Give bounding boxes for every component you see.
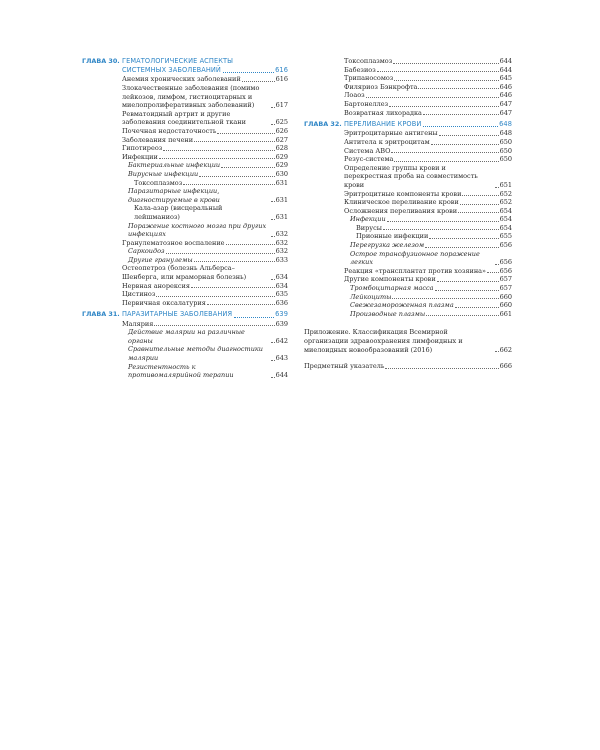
toc-entry[interactable]	[344, 310, 512, 319]
toc-entry-page: 662	[499, 345, 512, 354]
leader-dots	[385, 368, 498, 369]
toc-entry[interactable]	[122, 153, 288, 162]
leader-dots	[439, 135, 499, 136]
toc-entry-title: Гранулематозное воспаление	[122, 238, 225, 247]
toc-entry-title: Кала-азар (висцеральный лейшманиоз)	[134, 204, 223, 221]
toc-entry[interactable]	[122, 179, 288, 188]
leader-dots	[437, 281, 499, 282]
toc-entry-page: 626	[275, 126, 288, 135]
leader-dots	[391, 152, 498, 153]
toc-entry[interactable]	[122, 363, 288, 380]
toc-entry-title: Другие гранулемы	[128, 255, 193, 264]
toc-entry-title: Прионные инфекции	[356, 232, 429, 241]
toc-entry-title: Филяриоз Бэнкрофта	[344, 82, 418, 91]
toc-entry-page: 629	[275, 161, 288, 170]
toc-entry[interactable]	[344, 91, 512, 100]
leader-dots	[389, 106, 498, 107]
leader-dots	[156, 296, 274, 297]
toc-entry-title: Предметный указатель	[304, 362, 385, 371]
chapter-30-title-line1[interactable]: ГЕМАТОЛОГИЧЕСКИЕ АСПЕКТЫ	[122, 57, 234, 65]
leader-dots	[271, 279, 275, 280]
toc-entry[interactable]	[122, 328, 288, 345]
toc-entry[interactable]	[344, 267, 512, 276]
chapter-30-heading	[82, 57, 288, 307]
toc-entry-page: 652	[499, 189, 512, 198]
toc-entry-page: 656	[499, 266, 512, 275]
toc-entry[interactable]	[122, 290, 288, 299]
toc-entry[interactable]	[344, 190, 512, 199]
chapter-30-page: 616	[275, 66, 288, 75]
toc-entry-title: Система АВО	[344, 146, 391, 155]
toc-entry-page: 639	[275, 319, 288, 328]
toc-entry-title: Эритроцитные компоненты крови	[344, 189, 462, 198]
toc-entry[interactable]	[344, 164, 512, 190]
leader-dots	[387, 221, 499, 222]
chapter-31-continued-entries	[304, 57, 512, 117]
toc-entry-page: 646	[499, 91, 512, 100]
leader-dots	[226, 244, 275, 245]
toc-entry-page: 631	[275, 195, 288, 204]
toc-entry[interactable]	[122, 247, 288, 256]
leader-dots	[271, 377, 275, 378]
toc-entry-page: 647	[499, 108, 512, 117]
toc-entry[interactable]	[122, 187, 288, 204]
toc-entry-page: 655	[499, 232, 512, 241]
toc-entry-title: Первичная оксалатурия	[122, 298, 206, 307]
chapter-32-page: 648	[499, 120, 512, 129]
toc-entry-page: 643	[275, 354, 288, 363]
toc-entry[interactable]	[344, 129, 512, 138]
toc-entry[interactable]	[122, 222, 288, 239]
toc-entry-page: 644	[275, 371, 288, 380]
chapter-31-entries	[122, 320, 288, 380]
toc-entry-title: Тромбоцитарная масса	[350, 284, 434, 293]
toc-entry[interactable]	[304, 328, 512, 354]
toc-entry-page: 656	[499, 241, 512, 250]
toc-entry-title: Нервная анорексия	[122, 281, 190, 290]
toc-entry-title: Саркоидоз	[128, 247, 165, 256]
leader-dots	[435, 290, 499, 291]
toc-entry-page: 631	[275, 212, 288, 221]
toc-entry[interactable]	[344, 301, 512, 310]
leader-dots	[154, 325, 274, 326]
toc-entry[interactable]	[122, 127, 288, 136]
chapter-32-title[interactable]: ПЕРЕЛИВАНИЕ КРОВИ	[344, 120, 422, 129]
leader-dots	[217, 133, 274, 134]
toc-entry-title: Реакция «трансплантат против хозяина»	[344, 266, 487, 275]
toc-entry-title: Антитела к эритроцитам	[344, 137, 430, 146]
toc-entry-title: Приложение. Классификация Всемирной организации здравоохранения лимфоидных и миелоидных новообразований (2016)	[304, 328, 463, 354]
toc-entry-page: 650	[499, 137, 512, 146]
toc-entry[interactable]	[344, 138, 512, 147]
toc-entry[interactable]	[344, 241, 512, 250]
leader-dots	[271, 360, 275, 361]
toc-entry[interactable]	[344, 57, 512, 66]
leader-dots	[377, 71, 499, 72]
chapter-32-heading	[304, 120, 512, 318]
toc-entry[interactable]	[122, 136, 288, 145]
toc-entry-page: 625	[275, 118, 288, 127]
toc-entry-page: 644	[499, 57, 512, 65]
leader-dots	[495, 187, 499, 188]
toc-entry-title: Остеопетроз (болезнь Альберса–Шенберга, или мраморная болезнь)	[122, 264, 247, 282]
leader-dots	[458, 212, 498, 213]
toc-entry-title: Токсоплазмоз	[134, 178, 183, 187]
appendix-entry	[304, 328, 512, 354]
chapter-31-page: 639	[275, 310, 288, 319]
toc-entry-page: 627	[275, 135, 288, 144]
toc-entry-page: 617	[275, 101, 288, 110]
toc-entry[interactable]	[344, 232, 512, 241]
toc-entry[interactable]	[122, 264, 288, 281]
toc-entry-page: 642	[275, 336, 288, 345]
leader-dots	[271, 124, 275, 125]
leader-dots	[221, 167, 274, 168]
toc-entry-page: 635	[275, 290, 288, 299]
leader-dots	[271, 219, 275, 220]
toc-entry[interactable]	[122, 161, 288, 170]
toc-entry-page: 646	[499, 82, 512, 91]
toc-entry-title: Сравнительные методы диагностики малярии	[128, 345, 263, 363]
toc-entry-title: Анемия хронических заболеваний	[122, 75, 241, 84]
toc-entry[interactable]	[344, 109, 512, 118]
toc-entry-title: Поражение костного мозга при других инфекциях	[128, 221, 267, 239]
leader-dots	[271, 107, 275, 108]
toc-entry-page: 654	[499, 206, 512, 215]
toc-entry-page: 644	[499, 65, 512, 74]
toc-entry-title: Острое трансфузионное поражение легких	[350, 249, 480, 267]
toc-entry-title: Заболевания печени	[122, 135, 194, 144]
leader-dots	[194, 261, 275, 262]
toc-entry-page: 654	[499, 215, 512, 224]
toc-entry[interactable]	[344, 83, 512, 92]
toc-entry[interactable]	[122, 144, 288, 153]
toc-entry-title: Вирусные инфекции	[128, 169, 199, 178]
toc-entry[interactable]	[122, 75, 288, 84]
toc-entry-title: Свежезамороженная плазма	[350, 301, 454, 310]
toc-entry[interactable]	[122, 320, 288, 329]
toc-entry-title: Трипаносомоз	[344, 74, 394, 83]
toc-entry[interactable]	[344, 147, 512, 156]
toc-entry-title: Осложнения переливания крови	[344, 206, 458, 215]
toc-entry-page: 630	[275, 169, 288, 178]
leader-dots	[425, 247, 498, 248]
toc-entry-page: 648	[499, 129, 512, 138]
toc-entry-page: 628	[275, 144, 288, 153]
leader-dots	[207, 304, 275, 305]
toc-entry[interactable]	[344, 275, 512, 284]
toc-entry-page: 650	[499, 155, 512, 164]
toc-entry-title: Возвратная лихорадка	[344, 108, 422, 117]
toc-entry-title: Бартонеллез	[344, 99, 389, 108]
toc-entry-page: 656	[499, 258, 512, 267]
leader-dots	[271, 236, 275, 237]
toc-entry-page: 629	[275, 152, 288, 161]
toc-entry-title: Лейкоциты	[350, 292, 392, 301]
toc-entry-page: 631	[275, 178, 288, 187]
toc-entry-page: 650	[499, 146, 512, 155]
leader-dots	[423, 114, 499, 115]
leader-dots	[383, 229, 499, 230]
leader-dots	[455, 307, 499, 308]
toc-entry-title: Цистиноз	[122, 290, 156, 299]
leader-dots	[426, 315, 498, 316]
leader-dots	[392, 298, 498, 299]
toc-entry[interactable]	[122, 256, 288, 265]
toc-entry-page: 654	[499, 223, 512, 232]
toc-entry-page: 634	[275, 281, 288, 290]
leader-dots	[431, 144, 499, 145]
toc-entry-page: 652	[499, 198, 512, 207]
toc-entry-title: Резистентность к противомалярийной терапии	[128, 362, 234, 380]
leader-dots	[462, 195, 498, 196]
toc-entry[interactable]	[304, 362, 512, 371]
toc-entry[interactable]	[344, 224, 512, 233]
toc-entry-title: Лоаоз	[344, 91, 365, 100]
leader-dots	[199, 176, 274, 177]
leader-dots	[191, 287, 275, 288]
toc-entry[interactable]	[344, 284, 512, 293]
toc-entry-title: Инфекции	[122, 152, 158, 161]
toc-entry-title: Почечная недостаточность	[122, 126, 217, 135]
toc-entry-title: Бабезиоз	[344, 65, 376, 74]
toc-entry[interactable]	[122, 282, 288, 291]
toc-entry[interactable]	[344, 155, 512, 164]
toc-entry-title: Клиническое переливание крови	[344, 198, 459, 207]
toc-entry-page: 657	[499, 275, 512, 284]
toc-entry-page: 636	[275, 298, 288, 307]
toc-entry-title: Гипотиреоз	[122, 144, 163, 153]
toc-entry-page: 661	[499, 309, 512, 318]
leader-dots	[163, 150, 274, 151]
leader-dots	[271, 342, 275, 343]
chapter-31-label: ГЛАВА 31.	[82, 310, 120, 319]
toc-entry-title: Определение группы крови и перекрестная проба на совместимость крови	[344, 163, 478, 189]
toc-entry[interactable]	[344, 198, 512, 207]
toc-entry-title: Резус-система	[344, 155, 394, 164]
toc-entry-page: 633	[275, 255, 288, 264]
toc-entry-title: Действие малярии на различные органы	[128, 328, 245, 345]
toc-entry-page: 616	[275, 75, 288, 84]
leader-dots	[159, 158, 275, 159]
toc-entry[interactable]	[344, 207, 512, 216]
toc-entry[interactable]	[122, 204, 288, 221]
chapter-32-label: ГЛАВА 32.	[304, 120, 342, 129]
toc-entry[interactable]	[344, 250, 512, 267]
chapter-32-entries	[344, 129, 512, 318]
leader-dots	[366, 97, 499, 98]
toc-entry-title: Ревматоидный артрит и другие заболевания соединительной ткани	[122, 109, 246, 127]
leader-dots	[242, 81, 275, 82]
toc-entry[interactable]	[344, 215, 512, 224]
leader-dots	[194, 141, 274, 142]
toc-entry-page: 632	[275, 247, 288, 256]
toc-entry[interactable]	[344, 66, 512, 75]
toc-entry-title: Перегрузка железом	[350, 241, 425, 250]
toc-entry-title: Инфекции	[350, 215, 386, 224]
toc-entry-title: Паразитарные инфекции, диагностируемые в крови	[128, 187, 220, 204]
leader-dots	[460, 204, 499, 205]
chapter-30-label: ГЛАВА 30.	[82, 57, 120, 65]
toc-entry[interactable]	[122, 84, 288, 110]
chapter-31-heading	[82, 310, 288, 379]
toc-entry[interactable]	[122, 345, 288, 362]
toc-entry-page: 660	[499, 301, 512, 310]
leader-dots	[495, 264, 499, 265]
chapter-30-entries	[122, 75, 288, 307]
toc-entry-page: 660	[499, 292, 512, 301]
toc-entry-title: Бактериальные инфекции	[128, 161, 221, 170]
toc-entry-title: Токсоплазмоз	[344, 57, 393, 65]
leader-dots	[495, 351, 499, 352]
toc-entry-title: Малярия	[122, 319, 154, 328]
toc-entry-page: 666	[499, 362, 512, 371]
toc-entry[interactable]	[344, 293, 512, 302]
toc-entry[interactable]	[122, 239, 288, 248]
toc-entry-page: 632	[275, 238, 288, 247]
toc-entry-title: Злокачественные заболевания (помимо лейкозов, лимфом, гистиоцитарных и миелопролиферативных заболеваний)	[122, 84, 260, 110]
toc-entry-page: 651	[499, 180, 512, 189]
leader-dots	[166, 253, 275, 254]
toc-entry-page: 647	[499, 99, 512, 108]
leader-dots	[393, 63, 498, 64]
leader-dots	[394, 80, 498, 81]
toc-entry-title: Производные плазмы	[350, 309, 426, 318]
chapter-30-title-line2[interactable]: СИСТЕМНЫХ ЗАБОЛЕВАНИЙ	[122, 66, 221, 75]
toc-entry-title: Другие компоненты крови	[344, 275, 436, 284]
toc-entry-title: Вирусы	[356, 223, 382, 232]
leader-dots	[418, 88, 498, 89]
leader-dots	[487, 272, 499, 273]
toc-entry[interactable]	[122, 110, 288, 127]
toc-entry-title: Эритроцитарные антигены	[344, 129, 438, 138]
leader-dots	[183, 184, 274, 185]
leader-dots	[271, 201, 275, 202]
toc-entry[interactable]	[122, 170, 288, 179]
toc-entry[interactable]	[344, 100, 512, 109]
leader-dots	[429, 238, 498, 239]
toc-right-column	[304, 57, 512, 371]
toc-entry[interactable]	[344, 74, 512, 83]
toc-entry-page: 632	[275, 230, 288, 239]
toc-entry[interactable]	[122, 299, 288, 308]
toc-entry-page: 657	[499, 284, 512, 293]
toc-entry-page: 634	[275, 273, 288, 282]
chapter-31-title[interactable]: ПАРАЗИТАРНЫЕ ЗАБОЛЕВАНИЯ	[122, 310, 233, 319]
leader-dots	[394, 161, 498, 162]
toc-left-column	[82, 57, 288, 380]
toc-entry-page: 645	[499, 74, 512, 83]
subject-index-entry	[304, 362, 512, 371]
